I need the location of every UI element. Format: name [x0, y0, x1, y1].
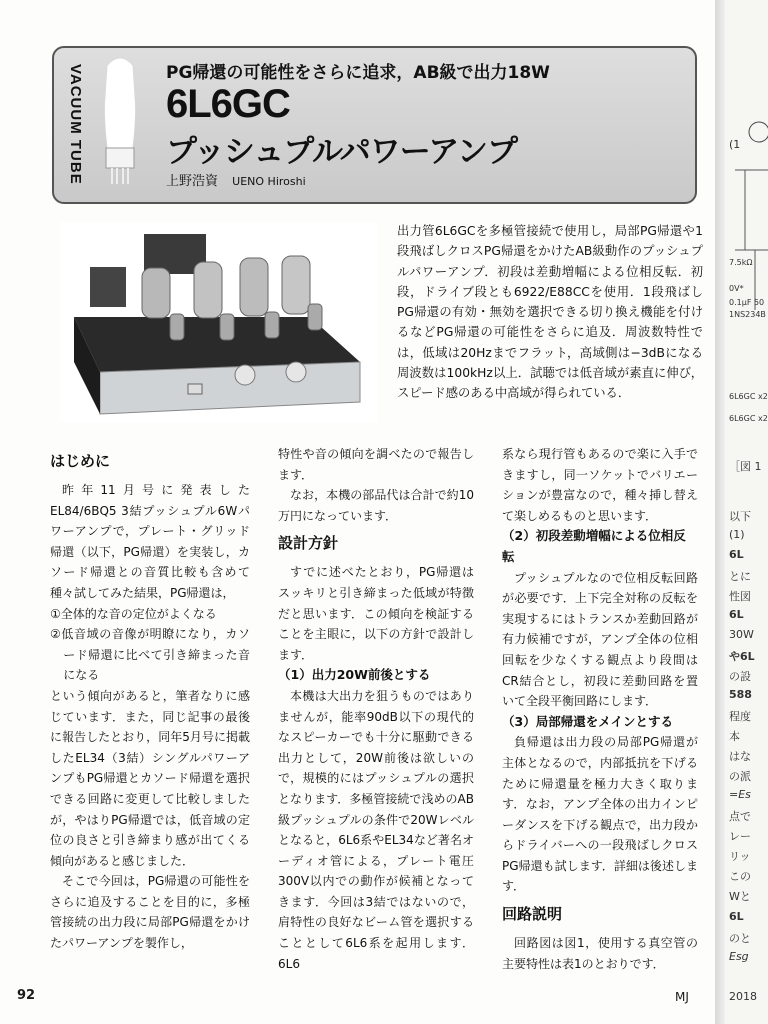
next-page-text: Esg — [729, 950, 749, 963]
next-page-text: 6L6GC x2 — [729, 392, 768, 401]
paragraph: 負帰還は出力段の局部PG帰還が主体となるので，内部抵抗を下げるために帰還量を極力大きく取ります．なお，アンプ全体の出力インピーダンスを下げる観点で，出力段からドライバーへの一段飛ばしクロスPG帰還も試します．詳細は後述します． — [502, 735, 698, 894]
article-title: プッシュプルパワーアンプ — [166, 134, 518, 170]
article-title-model: 6L6GC — [166, 82, 290, 126]
next-page-text: 6L — [729, 548, 744, 561]
author-name-en: UENO Hiroshi — [232, 175, 306, 188]
magazine-name: MJ — [675, 990, 689, 1004]
next-page-text: 588 — [729, 688, 752, 701]
next-page-text: の設 — [729, 670, 751, 683]
next-page-text: 0V* — [729, 284, 744, 293]
next-page-text: Wと — [729, 890, 751, 903]
paragraph: すでに述べたとおり，PG帰還はスッキリと引き締まった低域が特徴だと思います．この傾向を検証することを主眼に，以下の方針で設計します． — [278, 565, 474, 662]
next-page-text: はな — [729, 750, 751, 763]
next-page-text: (1) — [729, 528, 745, 541]
next-page-text: ［図 1 — [729, 460, 762, 473]
column-1 — [50, 444, 250, 954]
next-page-text: 以下 — [729, 510, 751, 523]
paragraph: 回路図は図1，使用する真空管の主要特性は表1のとおりです． — [502, 936, 698, 971]
next-page-text: 1NS234B — [729, 310, 766, 319]
next-page-text: 7.5kΩ — [729, 258, 753, 267]
next-page-text: の派 — [729, 770, 751, 783]
paragraph: 本機は大出力を狙うものではありませんが，能率90dB以下の現代的なスピーカーでも十分に駆動できる出力として，20W前後は欲しいので，規模的にはプッシュプルの選択となります．多極管接続で浅めのAB級プッシュプルの条件で20Wレベルとなると，6L6系やEL34など著名オーディオ管による，プレート電圧300V以内での動作が候補となってきます．今回は3結ではないので，肩特性の良好なビーム管を選択することとして6L6系を起用します．6L6 — [278, 688, 474, 971]
next-page-text: 6L — [729, 608, 744, 621]
article-subtitle: PG帰還の可能性をさらに追求，AB級で出力18W — [166, 63, 550, 83]
next-page-text: や6L — [729, 650, 755, 663]
page-number: 92 — [17, 988, 36, 1003]
list-item: ①全体的な音の定位がよくなる — [50, 606, 217, 621]
paragraph: 特性や音の傾向を調べたので報告します． — [278, 447, 474, 482]
next-page-text: のと — [729, 932, 751, 945]
subheading: （2）初段差動増幅による位相反転 — [502, 528, 686, 564]
paragraph: という傾向があると，筆者なりに感じています．また，同じ記事の最後に報告したとおり，同年5月号に掲載したEL34（3結）シングルパワーアンプもPG帰還とカソード帰還を選択できる回路に変更して比較しましたが，やはりPG帰還では，低音域の定位の良さと引き締まり感が出てくる傾向があると感じました． — [50, 688, 250, 868]
next-page-text: リッ — [729, 850, 751, 863]
next-page-edge — [725, 0, 768, 1024]
next-page-text: 点で — [729, 810, 751, 823]
next-page-text: 0.1μF 50 — [729, 298, 765, 307]
next-page-text: 2018 — [729, 990, 757, 1003]
section-heading-design-policy: 設計方針 — [278, 534, 339, 553]
author — [166, 170, 306, 189]
column-2 — [278, 444, 474, 974]
next-page-text: 30W — [729, 628, 754, 641]
paragraph: なお，本機の部品代は合計で約10万円になっています． — [278, 488, 474, 523]
next-page-text: この — [729, 870, 751, 883]
paragraph: プッシュプルなので位相反転回路が必要です．上下完全対称の反転を実現するにはトランスか差動回路が有力候補ですが，アンプ全体の位相回転を少なくする観点より段間はCR結合とし，初段に差動回路を置いて全段平衡回路にします． — [502, 570, 698, 709]
next-page-text: 本 — [729, 730, 740, 743]
next-page-text: =Es — [729, 788, 751, 801]
next-page-text: とに — [729, 570, 751, 583]
author-name-jp: 上野浩資 — [166, 174, 219, 189]
vacuum-tube-side-label: VACUUM TUBE — [67, 63, 84, 185]
next-page-text: レー — [729, 830, 751, 843]
section-heading-circuit: 回路説明 — [502, 905, 563, 924]
next-page-text: 性図 — [729, 590, 751, 603]
section-heading-introduction: はじめに — [50, 452, 111, 470]
vacuum-tube-icon — [96, 56, 144, 188]
next-page-text: (1 — [729, 138, 741, 151]
subheading: （3）局部帰還をメインとする — [502, 713, 673, 729]
paragraph: 系なら現行管もあるので楽に入手できますし，同一ソケットでバリエーションが豊富なので，種々挿し替えて楽しめるものと思います． — [502, 447, 698, 523]
next-page-text: 6L — [729, 910, 744, 923]
next-page-text: 程度 — [729, 710, 751, 723]
paragraph: そこで今回は，PG帰還の可能性をさらに追及することを目的に，多極管接続の出力段に局部PG帰還をかけたパワーアンプを製作し， — [50, 874, 250, 951]
list-item: ②低音域の音像が明瞭になり，カソード帰還に比べて引き締まった音になる — [50, 627, 250, 683]
amplifier-photo — [60, 222, 378, 422]
subheading: （1）出力20W前後とする — [278, 667, 431, 683]
lead-paragraph: 出力管6L6GCを多極管接続で使用し，局部PG帰還や1段飛ばしクロスPG帰還をかけたAB級動作のプッシュプルパワーアンプ．初段は差動増幅による位相反転．初段，ドライブ段とも6922/E88CCを使用．1段飛ばしPG帰還の有効・無効を選択できる切り換え機能を付けるなどPG帰還の可能性をさらに追及．周波数特性では，低域は20Hzまでフラット，高域側は−3dBになる周波数は100kHz以上．試聴では低音域が素直に伸び，スピード感のある中高域が得られている． — [397, 224, 703, 401]
paragraph: 昨年11月号に発表したEL84/6BQ5 3結プッシュプル6Wパワーアンプで，プレート・グリッド帰還（以下，PG帰還）を実装し，カソード帰還との音質比較も含めて種々試してみた結果，PG帰還は， — [50, 483, 250, 600]
book-gutter — [715, 0, 725, 1024]
next-page-text: 6L6GC x2 — [729, 414, 768, 423]
column-3 — [502, 444, 698, 974]
